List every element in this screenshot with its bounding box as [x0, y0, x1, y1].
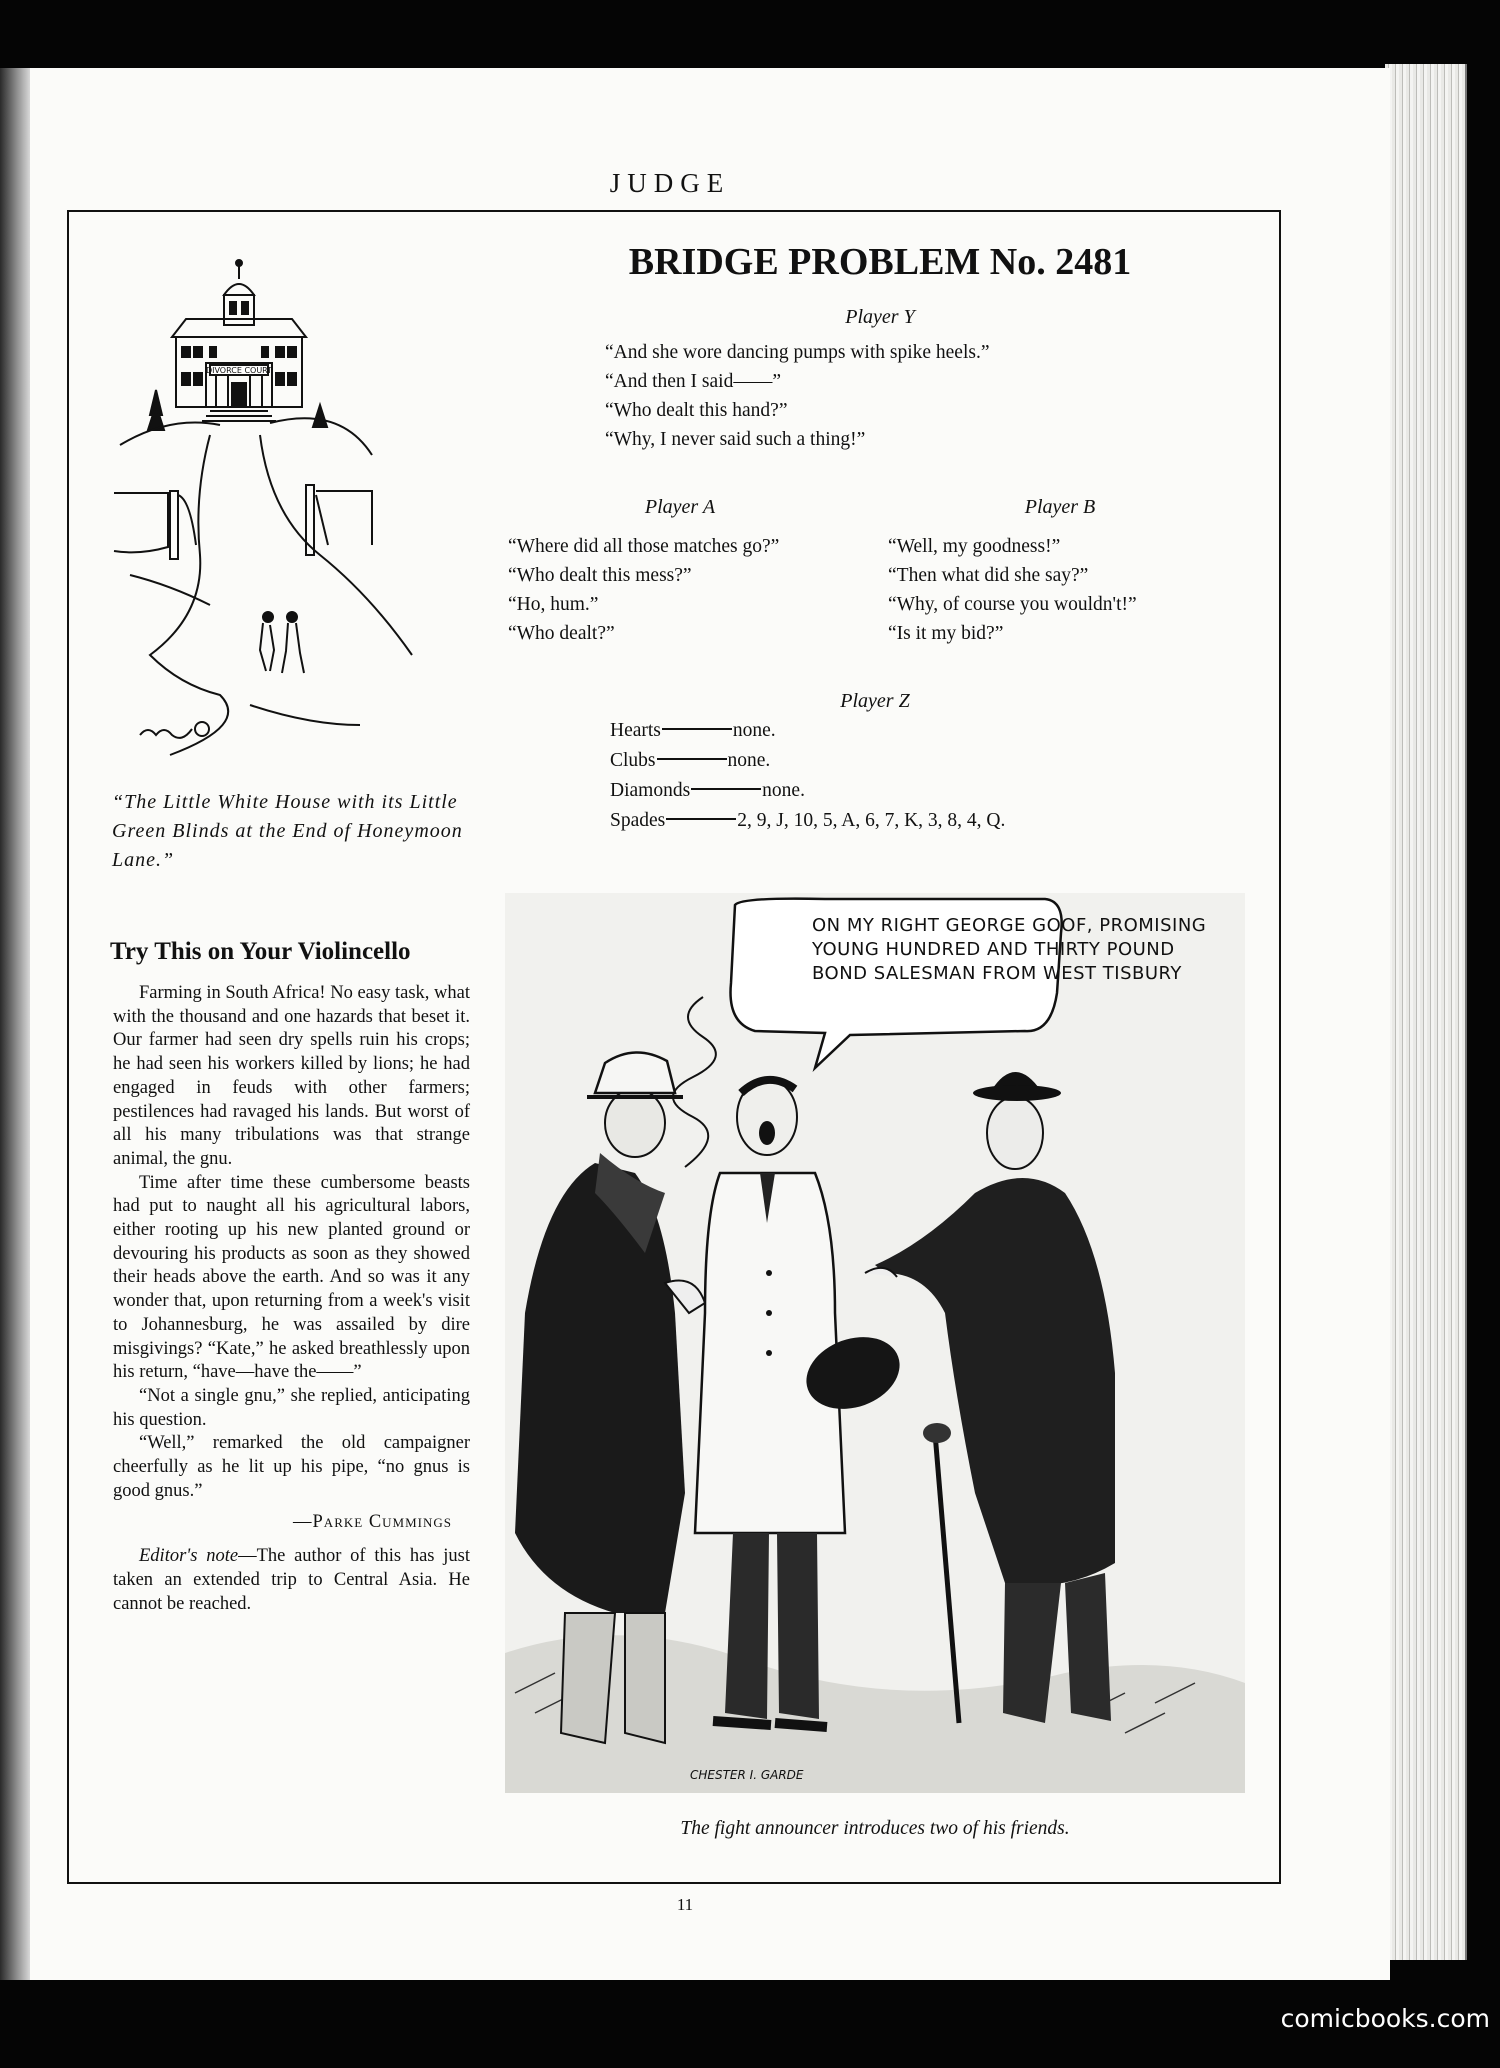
player-a-line: “Who dealt this mess?” — [508, 565, 692, 586]
suit-name: Diamonds — [610, 780, 691, 801]
article-paragraph: Farming in South Africa! No easy task, what with the thousand and one hazards that beset it. Our farmer had seen dry spells ruin his crops; he had seen his workers killed by lions; he had engaged in feuds with other farmers; pestilences had ravaged his lands. But worst of all his many tribulations was that strange animal, the gnu. — [113, 983, 470, 1169]
player-y-line: “Who dealt this hand?” — [605, 400, 788, 421]
player-a-line: “Ho, hum.” — [508, 594, 599, 615]
player-y-line: “And then I said——” — [605, 371, 781, 392]
fight-announcer-cartoon — [505, 893, 1245, 1793]
player-a-line: “Who dealt?” — [508, 623, 615, 644]
page-edges — [1385, 64, 1467, 1960]
suit-name: Spades — [610, 810, 666, 831]
player-y-line: “Why, I never said such a thing!” — [605, 429, 866, 450]
player-y-quotes — [605, 338, 990, 454]
suit-row — [610, 716, 1005, 746]
player-b-line: “Is it my bid?” — [888, 623, 1004, 644]
player-y-line: “And she wore dancing pumps with spike heels.” — [605, 342, 990, 363]
article-signature: —Parke Cummings — [293, 1512, 452, 1533]
running-head: JUDGE — [609, 168, 731, 198]
article-title: Try This on Your Violincello — [110, 938, 411, 965]
player-y-label: Player Y — [845, 306, 915, 328]
player-b-label: Player B — [1024, 496, 1096, 518]
suit-row — [610, 806, 1005, 836]
player-a-label: Player A — [644, 496, 716, 518]
suit-row — [610, 776, 1005, 806]
article-paragraph: “Well,” remarked the old campaigner cheerfully as he lit up his pipe, “no gnus is good gnus.” — [113, 1433, 470, 1501]
player-b-quotes — [888, 532, 1137, 648]
player-a-quotes — [508, 532, 779, 648]
court-sign-text: DIVORCE COURT — [205, 366, 273, 375]
artist-signature: CHESTER I. GARDE — [690, 1768, 804, 1782]
article-body — [113, 982, 470, 1616]
page-number: 11 — [676, 1895, 694, 1914]
player-b-line: “Well, my goodness!” — [888, 536, 1061, 557]
player-b-line: “Then what did she say?” — [888, 565, 1089, 586]
speech-bubble-text: ON MY RIGHT GEORGE GOOF, PROMISING YOUNG HUNDRED AND THIRTY POUND BOND SALESMAN FROM WEST TISBURY — [812, 915, 1207, 984]
illustration-caption: “The Little White House with its Little Green Blinds at the End of Honeymoon Lane.” — [112, 791, 463, 871]
suit-cards: 2, 9, J, 10, 5, A, 6, 7, K, 3, 8, 4, Q. — [737, 810, 1006, 831]
editor-note — [113, 1545, 470, 1616]
bridge-title: BRIDGE PROBLEM No. 2481 — [628, 241, 1132, 283]
suit-name: Clubs — [610, 750, 656, 771]
watermark: comicbooks.com — [1280, 2004, 1490, 2033]
suit-name: Hearts — [610, 720, 661, 741]
article-paragraph: “Not a single gnu,” she replied, anticipating his question. — [113, 1385, 470, 1430]
editor-note-label: Editor's note — [139, 1546, 239, 1567]
article-paragraph: Time after time these cumbersome beasts had put to naught all his agricultural labors, either rooting up his new planted ground or devouring his products as soon as they showed their heads above the earth. And so was it any wonder that, upon returning from a week's visit to Johannesburg, he was assailed by dire misgivings? “Kate,” he asked breathlessly upon his return, “have—have the——” — [113, 1172, 470, 1383]
player-z-hand — [610, 716, 1005, 836]
suit-row — [610, 746, 1005, 776]
book-binding-left — [0, 68, 30, 1980]
divorce-court-illustration — [110, 255, 470, 765]
player-a-line: “Where did all those matches go?” — [508, 536, 780, 557]
player-b-line: “Why, of course you wouldn't!” — [888, 594, 1137, 615]
suit-cards: none. — [732, 720, 776, 741]
suit-cards: none. — [762, 780, 805, 801]
player-z-label: Player Z — [840, 690, 910, 712]
suit-cards: none. — [727, 750, 771, 771]
cartoon-caption: The fight announcer introduces two of his friends. — [680, 1818, 1070, 1839]
editor-note-text: —The author of this has just taken an extended trip to Central Asia. He cannot be reached. — [113, 1546, 470, 1614]
